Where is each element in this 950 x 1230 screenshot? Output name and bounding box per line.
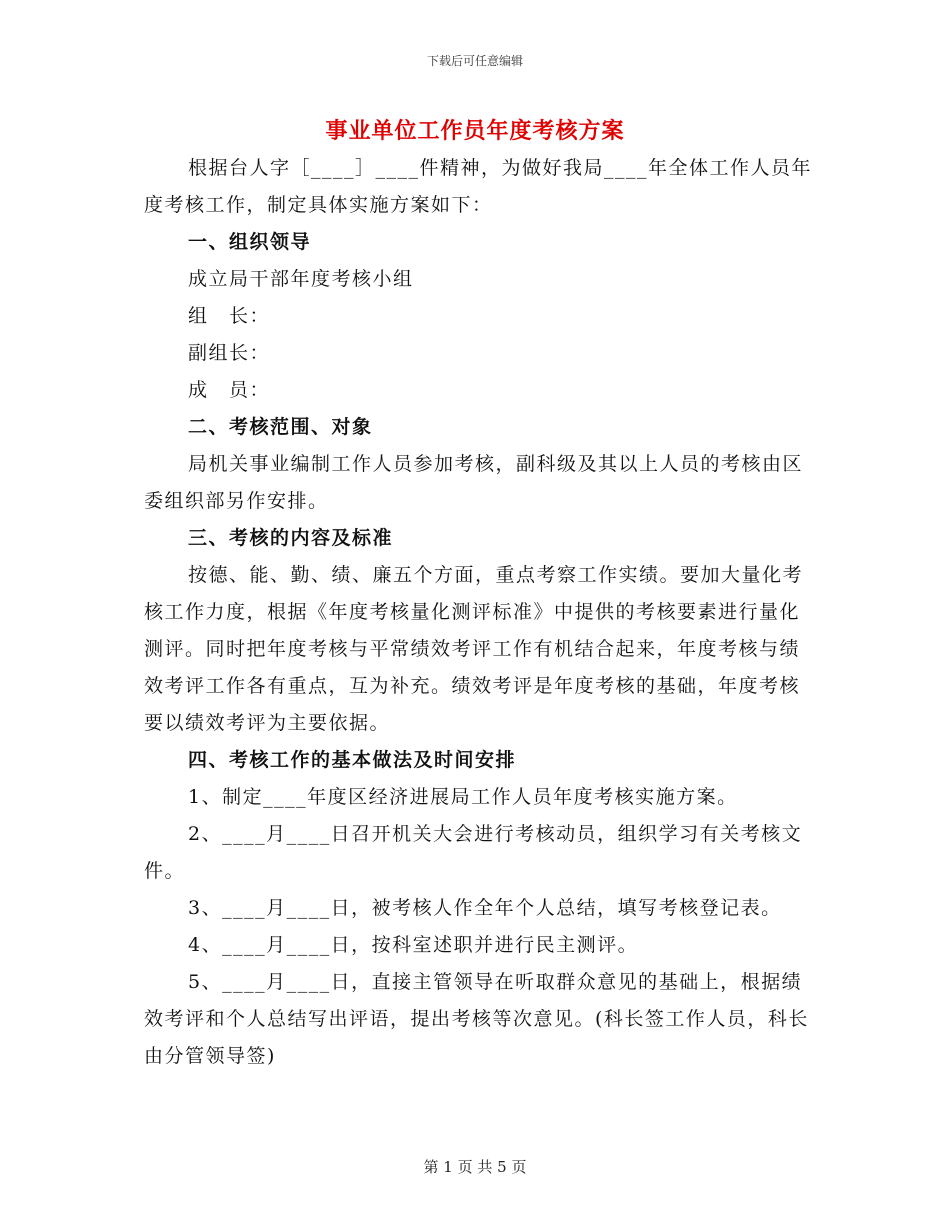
- body-paragraph: 按德、能、勤、绩、廉五个方面，重点考察工作实绩。要加大量化考核工作力度，根据《年度考核量化测评标准》中提供的考核要素进行量化测评。同时把年度考核与平常绩效考评工作有机结合起来，年度考核与绩效考评工作各有重点，互为补充。绩效考评是年度考核的基础，年度考核要以绩效考评为主要依据。: [144, 564, 804, 734]
- section-heading-1: 一、组织领导: [188, 231, 312, 253]
- deputy-leader-line: 副组长：: [188, 342, 271, 364]
- body-paragraph: 成立局干部年度考核小组: [188, 268, 414, 290]
- schedule-item-4: 4、____月____日，按科室述职并进行民主测评。: [188, 934, 639, 956]
- section-heading-2: 二、考核范围、对象: [188, 416, 373, 438]
- schedule-item-3: 3、____月____日，被考核人作全年个人总结，填写考核登记表。: [188, 897, 782, 919]
- intro-paragraph: 根据台人字［____］____件精神，为做好我局____年全体工作人员年度考核工作，制定具体实施方案如下：: [144, 157, 813, 216]
- page-header-note: 下载后可任意编辑: [426, 54, 523, 68]
- document-body: [144, 150, 814, 1075]
- section-heading-3: 三、考核的内容及标准: [188, 527, 394, 549]
- document-title: 事业单位工作员年度考核方案: [325, 118, 625, 144]
- schedule-item-1: 1、制定____年度区经济进展局工作人员年度考核实施方案。: [188, 786, 738, 808]
- members-line: 成 员：: [188, 379, 271, 401]
- team-leader-line: 组 长：: [188, 305, 271, 327]
- body-paragraph: 局机关事业编制工作人员参加考核，副科级及其以上人员的考核由区委组织部另作安排。: [144, 453, 804, 512]
- page-number: 第 1 页 共 5 页: [423, 1158, 527, 1176]
- section-heading-4: 四、考核工作的基本做法及时间安排: [188, 749, 517, 771]
- schedule-item-2: 2、____月____日召开机关大会进行考核动员，组织学习有关考核文件。: [144, 823, 803, 882]
- schedule-item-5: 5、____月____日，直接主管领导在听取群众意见的基础上，根据绩效考评和个人总结写出评语，提出考核等次意见。(科长签工作人员，科长由分管领导签): [144, 971, 809, 1067]
